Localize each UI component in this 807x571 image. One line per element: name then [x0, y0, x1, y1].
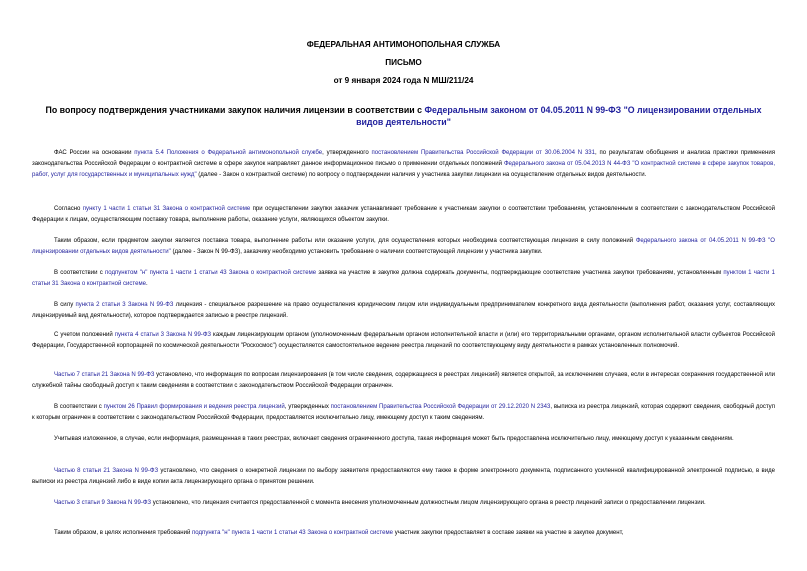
paragraph-8 — [32, 402, 775, 424]
paragraph-text: установлено, что сведения о конкретной лицензии по выбору заявителя предоставляются ему также в форме электронного документа, подписанного усиленной квалифицированной электронной подписью, в виде выписки из реестра лицензий либо в виде копии акта лицензирующего органа о принятом решении. — [32, 468, 775, 486]
paragraph-text: Таким образом, в целях исполнения требований — [54, 530, 193, 536]
legal-reference-link[interactable]: пункта 2 статьи 3 Закона N 99-ФЗ — [75, 302, 174, 308]
paragraph-4 — [32, 268, 775, 290]
paragraph-text: (далее - Закон о контрактной системе) по вопросу о подтверждении наличия у участника закупки лицензии на осуществление отдельных видов деятельности. — [196, 172, 647, 179]
legal-reference-link[interactable]: постановлением Правительства Российской Федерации от 29.12.2020 N 2343 — [330, 404, 551, 410]
paragraph-5 — [32, 300, 775, 322]
paragraph-text: , по результатам обобщения и анализа практики применения законодательства Российской Федерации о контрактной системе в сфере закупок направляет данное информационное письмо о применении отдельных положений — [32, 150, 775, 168]
paragraph-text: каждым лицензирующим органом (уполномоченным федеральным органом исполнительной власти и (или) его территориальными органами, органом исполнительной власти субъектов Российской Федерации, Государственной корпорацией по космической деятельности "Роскосмос") осуществляется самостоятельное ведение реестра лицензий по соответствующему виду деятельности в рамках установленных полномочий. — [32, 332, 776, 350]
paragraph-7 — [32, 370, 775, 392]
paragraph-3 — [32, 236, 775, 258]
paragraph-text: Учитывая изложенное, в случае, если информация, размещенная в таких реестрах, включает сведения ограниченного доступа, такая информация может быть предоставлена исключительно лицу, имеющему доступ к указанным сведениям. — [54, 436, 734, 442]
paragraph-text: при осуществлении закупки заказчик устанавливает требование к участникам закупки о соответствии требованиям, установленным в соответствии с законодательством Российской Федерации к лицам, осуществляющим поставку товара, выполнение работы, оказание услуги, являющихся объектом закупки. — [32, 206, 775, 224]
legal-reference-link[interactable]: Частью 8 статьи 21 Закона N 99-ФЗ — [54, 468, 159, 474]
paragraph-text: В соответствии с — [54, 270, 105, 276]
paragraph-text: Таким образом, если предметом закупки является поставка товара, выполнение работы или оказание услуги, для осуществления которых необходима соответствующая лицензия в силу положений — [54, 238, 636, 244]
paragraph-text: заявка на участие в закупке должна содержать документы, подтверждающие соответствие участника закупки требованиям, установленным — [316, 270, 724, 276]
legal-reference-link[interactable]: постановлением Правительства Российской Федерации от 30.06.2004 N 331 — [371, 150, 596, 156]
legal-reference-link[interactable]: пунктом 26 Правил формирования и ведения реестра лицензий — [103, 404, 285, 410]
legal-reference-link[interactable]: пункта 5.4 Положения о Федеральной антимонопольной службе — [134, 150, 323, 156]
legal-reference-link[interactable]: пункта 4 статьи 3 Закона N 99-ФЗ — [114, 332, 212, 338]
legal-reference-link[interactable]: Федерального закона от 04.05.2011 N 99-ФЗ "О лицензировании отдельных видов деятельности" — [32, 238, 775, 256]
paragraph-text: , выписка из реестра лицензий, которая содержит сведения, свободный доступ к которым ограничен в соответствии с законодательством Российской Федерации, предоставляется исключительно лицу, имеющему доступ к таким сведениям. — [32, 404, 775, 422]
paragraph-text: В соответствии с — [54, 404, 104, 410]
paragraph-9 — [32, 434, 775, 445]
legal-reference-link[interactable]: подпунктом "н" пункта 1 части 1 статьи 43 Закона о контрактной системе — [104, 270, 317, 276]
legal-reference-link[interactable]: пунктом 1 части 1 статьи 31 Закона о контрактной системе — [32, 270, 775, 288]
paragraph-text: , утвержденного — [322, 150, 372, 156]
paragraph-1 — [32, 148, 775, 182]
doc-date-number: от 9 января 2024 года N МШ/211/24 — [333, 76, 474, 85]
paragraph-text: С учетом положений — [54, 332, 115, 338]
legal-reference-link[interactable]: подпункта "н" пункта 1 части 1 статьи 43 Закона о контрактной системе — [192, 530, 394, 536]
paragraph-text: установлено, что лицензия считается предоставленной с момента внесения уполномоченным должностным лицом лицензирующего органа в реестр лицензий записи о предоставлении лицензии. — [151, 500, 706, 506]
subject-law-link[interactable]: Федеральным законом от 04.05.2011 N 99-ФЗ "О лицензировании отдельных видов деятельности" — [356, 105, 762, 127]
paragraph-text: лицензия - специальное разрешение на право осуществления юридическим лицом или индивидуальным предпринимателем конкретного вида деятельности (выполнения работ, оказания услуг, составляющих лицензируемый вид деятельности), которое подтверждается записью в реестре лицензий. — [32, 302, 775, 320]
paragraph-10 — [32, 466, 775, 488]
paragraph-12 — [32, 528, 775, 539]
subject-heading — [32, 104, 775, 128]
paragraph-2 — [32, 204, 775, 226]
paragraph-text: участник закупки предоставляет в составе заявки на участие в закупке документ, — [393, 530, 624, 536]
paragraph-11 — [32, 498, 775, 509]
paragraph-text: Согласно — [54, 206, 83, 212]
legal-reference-link[interactable]: Частью 7 статьи 21 Закона N 99-ФЗ — [54, 372, 155, 378]
paragraph-6 — [32, 330, 775, 352]
paragraph-text: установлено, что информация по вопросам лицензирования (в том числе сведения, содержащиеся в реестрах лицензий) является открытой, за исключением случаев, если в интересах сохранения государственной или служебной тайны свободный доступ к таким сведениям в соответствии с законодательством Российской Федерации ограничен. — [32, 372, 775, 390]
paragraph-text: (далее - Закон N 99-ФЗ), заказчику необходимо установить требование о наличии соответствующей лицензии у участника закупки. — [170, 249, 543, 256]
doc-type: ПИСЬМО — [385, 58, 422, 67]
subject-text: По вопросу подтверждения участниками закупок наличия лицензии в соответствии с — [45, 105, 425, 115]
legal-reference-link[interactable]: Частью 3 статьи 9 Закона N 99-ФЗ — [54, 500, 152, 506]
legal-reference-link[interactable]: Федерального закона от 05.04.2013 N 44-ФЗ "О контрактной системе в сфере закупок товаров, работ, услуг для государственных и муниципальных нужд" — [32, 161, 776, 179]
paragraph-text: . — [146, 281, 148, 288]
paragraph-text: В силу — [54, 302, 76, 308]
legal-reference-link[interactable]: пункту 1 части 1 статьи 31 Закона о контрактной системе — [82, 206, 251, 212]
paragraph-text: ФАС России на основании — [54, 150, 135, 156]
paragraph-text: , утвержденных — [284, 404, 331, 410]
org-title: ФЕДЕРАЛЬНАЯ АНТИМОНОПОЛЬНАЯ СЛУЖБА — [306, 40, 501, 49]
